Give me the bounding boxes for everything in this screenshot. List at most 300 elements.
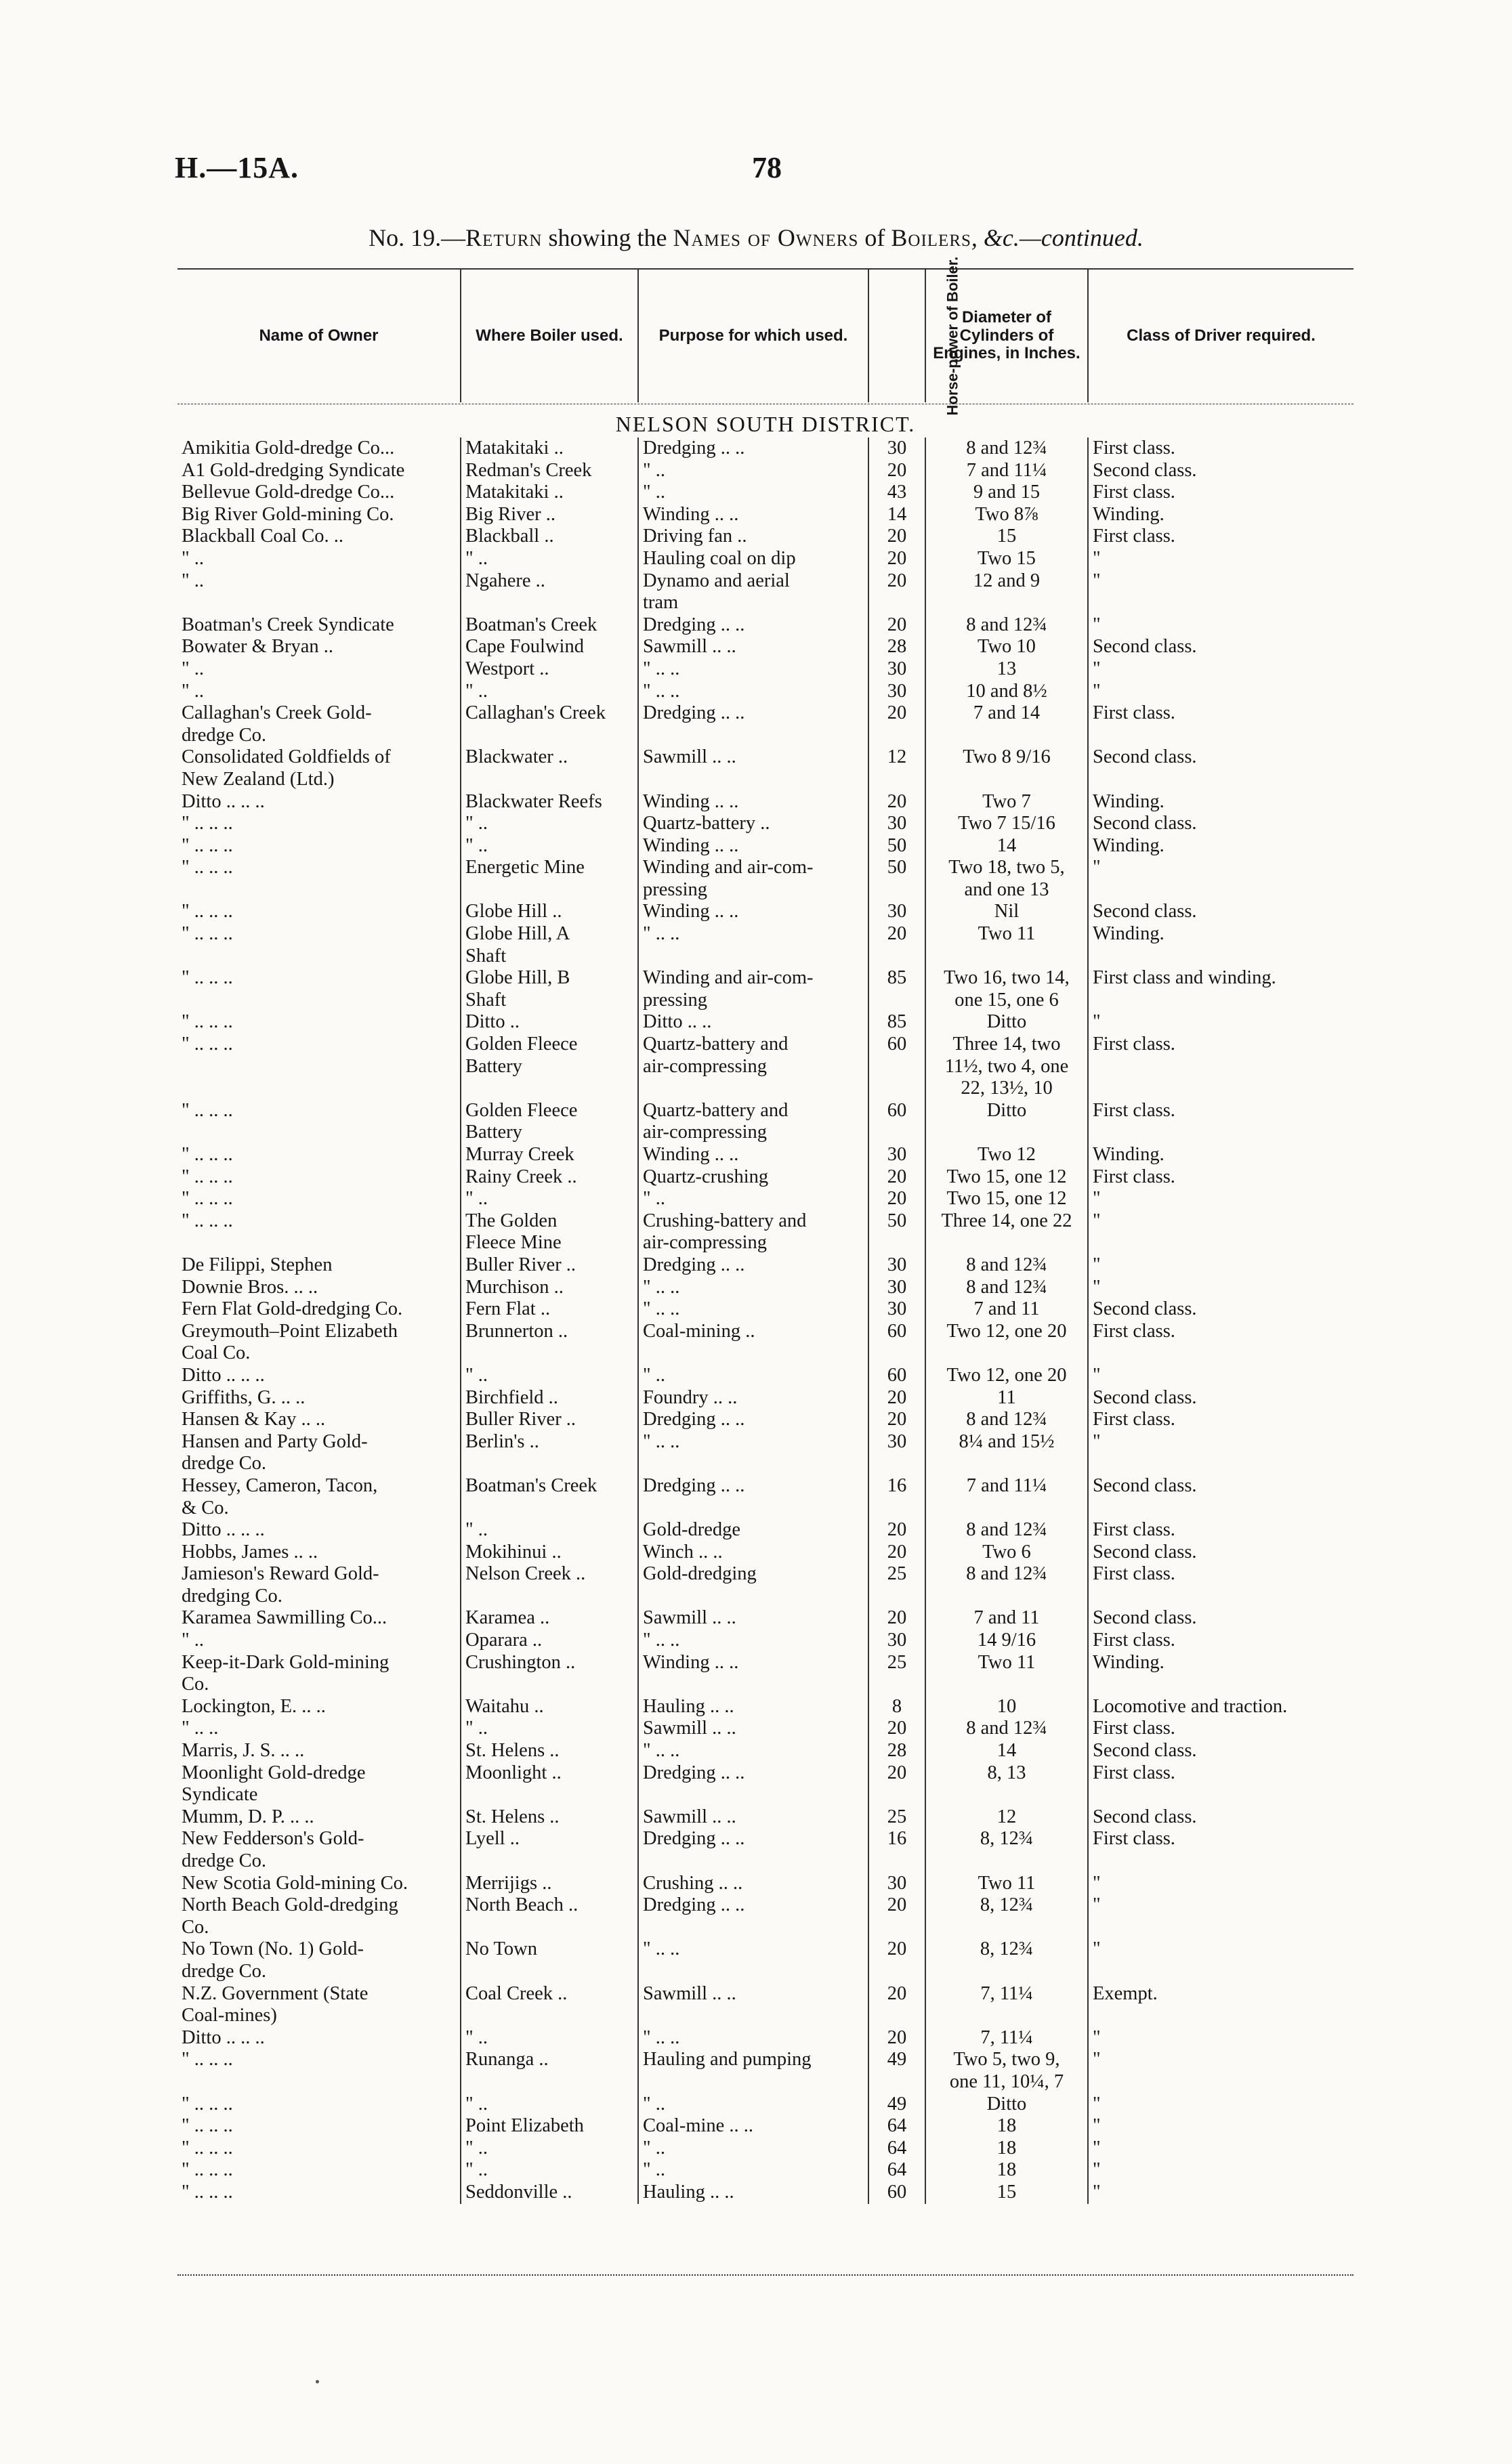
driver-class-cell: Second class. [1088, 460, 1353, 482]
table-row [177, 1409, 1353, 1431]
purpose-cell: " .. .. [638, 2027, 868, 2049]
horse-power-cell: 50 [868, 1210, 925, 1254]
horse-power-cell: 20 [868, 702, 925, 746]
table-row [177, 658, 1353, 681]
purpose-cell: Winding .. .. [638, 901, 868, 923]
driver-class-cell: First class and winding. [1088, 967, 1353, 1011]
diameter-cell: 18 [925, 2159, 1088, 2182]
table-row [177, 1144, 1353, 1166]
page-number: 78 [752, 151, 782, 184]
horse-power-cell: 20 [868, 1607, 925, 1630]
table-row [177, 1210, 1353, 1254]
where-cell: Murray Creek [461, 1144, 638, 1166]
owner-cell: Consolidated Goldfields of New Zealand (Ltd.) [182, 746, 391, 790]
horse-power-cell: 30 [868, 1254, 925, 1277]
owner-cell: A1 Gold-dredging Syndicate [182, 459, 405, 481]
page-speck [316, 2380, 319, 2383]
title-boilers: Boilers [891, 224, 971, 251]
horse-power-cell: 30 [868, 901, 925, 923]
where-cell: Berlin's .. [461, 1431, 638, 1475]
where-cell: Coal Creek .. [461, 1983, 638, 2027]
purpose-cell: Dredging .. .. [638, 1762, 868, 1806]
diameter-cell: 8¼ and 15½ [925, 1431, 1088, 1475]
where-cell: Crushington .. [461, 1652, 638, 1696]
horse-power-cell: 20 [868, 570, 925, 614]
owner-cell: " .. .. .. [182, 2181, 233, 2203]
where-cell: Blackwater Reefs [461, 791, 638, 813]
purpose-cell: Ditto .. .. [638, 1011, 868, 1034]
table-row [177, 1542, 1353, 1564]
owner-cell: Marris, J. S. .. .. [182, 1740, 305, 1762]
owner-cell: Hansen and Party Gold- dredge Co. [182, 1430, 368, 1474]
horse-power-cell: 12 [868, 746, 925, 790]
purpose-cell: Gold-dredge [638, 1519, 868, 1542]
diameter-cell: Two 8 9/16 [925, 746, 1088, 790]
table-row [177, 746, 1353, 790]
where-cell: Matakitaki .. [461, 482, 638, 504]
horse-power-cell: 60 [868, 2182, 925, 2204]
where-cell: Runanga .. [461, 2049, 638, 2093]
owner-cell: " .. .. .. [182, 967, 233, 989]
purpose-cell: " .. .. [638, 923, 868, 967]
table-row [177, 1365, 1353, 1387]
owner-cell: Greymouth–Point Elizabeth Coal Co. [182, 1320, 398, 1364]
driver-class-cell: " [1088, 2027, 1353, 2049]
horse-power-cell: 28 [868, 636, 925, 658]
col-header-where: Where Boiler used. [461, 270, 638, 402]
where-cell: St. Helens .. [461, 1806, 638, 1829]
table-row [177, 1166, 1353, 1189]
driver-class-cell: Exempt. [1088, 1983, 1353, 2027]
where-cell: Blackball .. [461, 526, 638, 548]
diameter-cell: 7, 11¼ [925, 2027, 1088, 2049]
where-cell: Ngahere .. [461, 570, 638, 614]
owner-cell: Griffiths, G. .. .. [182, 1386, 306, 1408]
owner-cell: Bellevue Gold-dredge Co... [182, 482, 395, 503]
owner-cell: N.Z. Government (State Coal-mines) [182, 1982, 369, 2026]
diameter-cell: 10 and 8½ [925, 681, 1088, 703]
owner-cell: New Scotia Gold-mining Co. [182, 1872, 408, 1894]
horse-power-cell: 20 [868, 1983, 925, 2027]
purpose-cell: " .. .. [638, 1938, 868, 1982]
diameter-cell: 12 [925, 1806, 1088, 1829]
where-cell: Point Elizabeth [461, 2115, 638, 2138]
where-cell: Boatman's Creek [461, 614, 638, 637]
driver-class-cell: " [1088, 1277, 1353, 1299]
where-cell: " .. [461, 1718, 638, 1740]
table-row [177, 614, 1353, 637]
driver-class-cell: " [1088, 857, 1353, 901]
driver-class-cell: " [1088, 2138, 1353, 2160]
horse-power-cell: 49 [868, 2049, 925, 2093]
table-row [177, 482, 1353, 504]
table-row [177, 504, 1353, 526]
diameter-cell: Ditto [925, 1100, 1088, 1144]
owner-cell: " .. .. .. [182, 2049, 233, 2070]
table-row [177, 1519, 1353, 1542]
where-cell: No Town [461, 1938, 638, 1982]
horse-power-cell: 25 [868, 1652, 925, 1696]
horse-power-cell: 64 [868, 2138, 925, 2160]
table-row [177, 1011, 1353, 1034]
where-cell: " .. [461, 2094, 638, 2116]
purpose-cell: " .. [638, 460, 868, 482]
owner-cell: " .. .. .. [182, 1210, 233, 1231]
diameter-cell: 15 [925, 526, 1088, 548]
diameter-cell: Two 12, one 20 [925, 1321, 1088, 1365]
purpose-cell: Dredging .. .. [638, 702, 868, 746]
table-row [177, 1387, 1353, 1409]
driver-class-cell: " [1088, 1873, 1353, 1895]
table-row [177, 1894, 1353, 1938]
diameter-cell: Ditto [925, 1011, 1088, 1034]
driver-class-cell: Second class. [1088, 1542, 1353, 1564]
purpose-cell: " .. .. [638, 658, 868, 681]
where-cell: Energetic Mine [461, 857, 638, 901]
horse-power-cell: 30 [868, 1873, 925, 1895]
where-cell: Golden Fleece Battery [461, 1034, 638, 1100]
where-cell: Buller River .. [461, 1409, 638, 1431]
where-cell: " .. [461, 1188, 638, 1210]
table-row [177, 1630, 1353, 1652]
horse-power-cell: 30 [868, 1144, 925, 1166]
owner-cell: " .. [182, 1630, 205, 1651]
owner-cell: Ditto .. .. .. [182, 1519, 265, 1541]
owner-cell: Hessey, Cameron, Tacon, & Co. [182, 1474, 378, 1518]
diameter-cell: 8 and 12¾ [925, 1563, 1088, 1607]
table-row [177, 1806, 1353, 1829]
horse-power-cell: 64 [868, 2115, 925, 2138]
owner-cell: Ditto .. .. .. [182, 2026, 265, 2048]
diameter-cell: Ditto [925, 2094, 1088, 2116]
purpose-cell: Dynamo and aerial tram [638, 570, 868, 614]
diameter-cell: 8, 12¾ [925, 1938, 1088, 1982]
owner-cell: Amikitia Gold-dredge Co... [182, 438, 395, 459]
owner-cell: No Town (No. 1) Gold- dredge Co. [182, 1938, 364, 1982]
horse-power-cell: 60 [868, 1321, 925, 1365]
purpose-cell: Quartz-battery and air-compressing [638, 1100, 868, 1144]
table-row [177, 460, 1353, 482]
horse-power-cell: 28 [868, 1740, 925, 1762]
driver-class-cell: Second class. [1088, 636, 1353, 658]
owner-cell: " .. .. .. [182, 923, 233, 945]
where-cell: " .. [461, 2027, 638, 2049]
owner-cell: Bowater & Bryan .. [182, 636, 333, 658]
purpose-cell: Foundry .. .. [638, 1387, 868, 1409]
diameter-cell: 7 and 14 [925, 702, 1088, 746]
diameter-cell: 12 and 9 [925, 570, 1088, 614]
purpose-cell: Dredging .. .. [638, 1475, 868, 1519]
table-row [177, 1188, 1353, 1210]
where-cell: Karamea .. [461, 1607, 638, 1630]
diameter-cell: 14 [925, 1740, 1088, 1762]
horse-power-cell: 20 [868, 923, 925, 967]
horse-power-label: Horse-power of Boiler. [944, 256, 961, 416]
table-row [177, 923, 1353, 967]
diameter-cell: 7 and 11 [925, 1298, 1088, 1321]
owner-cell: New Fedderson's Gold- dredge Co. [182, 1828, 364, 1871]
driver-class-cell: First class. [1088, 1630, 1353, 1652]
purpose-cell: Winding and air-com- pressing [638, 857, 868, 901]
horse-power-cell: 30 [868, 658, 925, 681]
purpose-cell: Coal-mining .. [638, 1321, 868, 1365]
horse-power-cell: 8 [868, 1696, 925, 1718]
table-row [177, 1034, 1353, 1100]
diameter-cell: Two 7 [925, 791, 1088, 813]
driver-class-cell: Second class. [1088, 746, 1353, 790]
owner-cell: " .. [182, 570, 205, 591]
table-row [177, 1321, 1353, 1365]
purpose-cell: Winding .. .. [638, 504, 868, 526]
where-cell: Globe Hill, B Shaft [461, 967, 638, 1011]
horse-power-cell: 25 [868, 1563, 925, 1607]
horse-power-cell: 20 [868, 1519, 925, 1542]
driver-class-cell: " [1088, 1431, 1353, 1475]
table-row [177, 835, 1353, 857]
driver-class-cell: " [1088, 1938, 1353, 1982]
horse-power-cell: 20 [868, 791, 925, 813]
table-row [177, 1718, 1353, 1740]
table-row [177, 1873, 1353, 1895]
owner-cell: " .. .. .. [182, 1144, 233, 1165]
district-row [177, 402, 1353, 438]
where-cell: Lyell .. [461, 1828, 638, 1872]
horse-power-cell: 64 [868, 2159, 925, 2182]
purpose-cell: Quartz-battery .. [638, 813, 868, 835]
diameter-cell: 8 and 12¾ [925, 614, 1088, 637]
owner-cell: " .. .. .. [182, 834, 233, 856]
table-row [177, 901, 1353, 923]
owner-cell: " .. .. .. [182, 1166, 233, 1187]
where-cell: Big River .. [461, 504, 638, 526]
horse-power-cell: 85 [868, 967, 925, 1011]
driver-class-cell: First class. [1088, 1762, 1353, 1806]
owner-cell: Downie Bros. .. .. [182, 1276, 318, 1298]
table-row [177, 636, 1353, 658]
diameter-cell: 14 [925, 835, 1088, 857]
where-cell: Redman's Creek [461, 460, 638, 482]
horse-power-cell: 30 [868, 1630, 925, 1652]
where-cell: " .. [461, 1365, 638, 1387]
horse-power-cell: 30 [868, 681, 925, 703]
horse-power-cell: 85 [868, 1011, 925, 1034]
purpose-cell: Driving fan .. [638, 526, 868, 548]
table-row [177, 681, 1353, 703]
diameter-cell: 8, 13 [925, 1762, 1088, 1806]
horse-power-cell: 20 [868, 1762, 925, 1806]
driver-class-cell: Second class. [1088, 1387, 1353, 1409]
where-cell: " .. [461, 1519, 638, 1542]
col-header-owner: Name of Owner [259, 326, 379, 345]
table-row [177, 1254, 1353, 1277]
driver-class-cell: " [1088, 2094, 1353, 2116]
owner-cell: " .. .. .. [182, 901, 233, 922]
diameter-cell: Two 15 [925, 548, 1088, 570]
horse-power-cell: 50 [868, 835, 925, 857]
owner-cell: Ditto .. .. .. [182, 790, 265, 812]
driver-class-cell: " [1088, 548, 1353, 570]
purpose-cell: " .. .. [638, 1431, 868, 1475]
table-row [177, 1277, 1353, 1299]
horse-power-cell: 30 [868, 1298, 925, 1321]
owner-cell: Fern Flat Gold-dredging Co. [182, 1298, 403, 1320]
driver-class-cell: Second class. [1088, 813, 1353, 835]
owner-cell: Jamieson's Reward Gold- dredging Co. [182, 1563, 379, 1607]
driver-class-cell: " [1088, 1210, 1353, 1254]
horse-power-cell: 20 [868, 1938, 925, 1982]
where-cell: Murchison .. [461, 1277, 638, 1299]
horse-power-cell: 30 [868, 813, 925, 835]
diameter-cell: Two 15, one 12 [925, 1166, 1088, 1189]
diameter-cell: Two 15, one 12 [925, 1188, 1088, 1210]
purpose-cell: Winding .. .. [638, 1144, 868, 1166]
diameter-cell: 18 [925, 2138, 1088, 2160]
purpose-cell: Hauling .. .. [638, 2182, 868, 2204]
diameter-cell: 8 and 12¾ [925, 1409, 1088, 1431]
diameter-cell: 7 and 11¼ [925, 1475, 1088, 1519]
table-row [177, 548, 1353, 570]
diameter-cell: 11 [925, 1387, 1088, 1409]
purpose-cell: Sawmill .. .. [638, 636, 868, 658]
table-row [177, 2094, 1353, 2116]
driver-class-cell: First class. [1088, 702, 1353, 746]
table-row [177, 1740, 1353, 1762]
driver-class-cell: First class. [1088, 1034, 1353, 1100]
driver-class-cell: First class. [1088, 438, 1353, 460]
horse-power-cell: 49 [868, 2094, 925, 2116]
purpose-cell: " .. [638, 2094, 868, 2116]
horse-power-cell: 20 [868, 1166, 925, 1189]
where-cell: Westport .. [461, 658, 638, 681]
purpose-cell: Dredging .. .. [638, 438, 868, 460]
table-row [177, 2182, 1353, 2204]
diameter-cell: 8, 12¾ [925, 1828, 1088, 1872]
table-header-row [177, 270, 1353, 402]
diameter-cell: Two 11 [925, 1873, 1088, 1895]
driver-class-cell: First class. [1088, 1166, 1353, 1189]
owner-cell: Boatman's Creek Syndicate [182, 614, 394, 635]
driver-class-cell: First class. [1088, 1321, 1353, 1365]
diameter-cell: 8, 12¾ [925, 1894, 1088, 1938]
diameter-cell: 8 and 12¾ [925, 1254, 1088, 1277]
driver-class-cell: First class. [1088, 1718, 1353, 1740]
driver-class-cell: First class. [1088, 1409, 1353, 1431]
boiler-returns-table [177, 256, 1353, 2204]
owner-cell: " .. .. .. [182, 1034, 233, 1055]
owner-cell: Big River Gold-mining Co. [182, 503, 394, 525]
horse-power-cell: 20 [868, 2027, 925, 2049]
owner-cell: Lockington, E. .. .. [182, 1695, 326, 1717]
col-header-diameter: Diameter of Cylinders of Engines, in Inches. [925, 270, 1088, 402]
where-cell: Callaghan's Creek [461, 702, 638, 746]
purpose-cell: Winding .. .. [638, 1652, 868, 1696]
horse-power-cell: 25 [868, 1806, 925, 1829]
driver-class-cell: Winding. [1088, 923, 1353, 967]
where-cell: Birchfield .. [461, 1387, 638, 1409]
where-cell: Matakitaki .. [461, 438, 638, 460]
where-cell: Oparara .. [461, 1630, 638, 1652]
owner-cell: Ditto .. .. .. [182, 1364, 265, 1386]
owner-cell: Hansen & Kay .. .. [182, 1409, 326, 1430]
driver-class-cell: " [1088, 2049, 1353, 2093]
purpose-cell: " .. .. [638, 1630, 868, 1652]
bottom-rule [177, 2274, 1353, 2276]
table-row [177, 967, 1353, 1011]
where-cell: Ditto .. [461, 1011, 638, 1034]
purpose-cell: Sawmill .. .. [638, 1718, 868, 1740]
diameter-cell: 7, 11¼ [925, 1983, 1088, 2027]
owner-cell: " .. .. .. [182, 2115, 233, 2137]
horse-power-cell: 20 [868, 1894, 925, 1938]
diameter-cell: Two 7 15/16 [925, 813, 1088, 835]
purpose-cell: Winch .. .. [638, 1542, 868, 1564]
purpose-cell: Coal-mine .. .. [638, 2115, 868, 2138]
col-header-driver: Class of Driver required. [1088, 270, 1353, 402]
where-cell: Blackwater .. [461, 746, 638, 790]
where-cell: " .. [461, 2138, 638, 2160]
diameter-cell: 18 [925, 2115, 1088, 2138]
owner-cell: " .. .. [182, 1718, 219, 1739]
driver-class-cell: First class. [1088, 1100, 1353, 1144]
driver-class-cell: " [1088, 1254, 1353, 1277]
table-row [177, 1696, 1353, 1718]
diameter-cell: Two 12 [925, 1144, 1088, 1166]
horse-power-cell: 43 [868, 482, 925, 504]
title-prefix: No. 19.— [369, 224, 466, 251]
driver-class-cell: Second class. [1088, 1475, 1353, 1519]
driver-class-cell: " [1088, 2159, 1353, 2182]
driver-class-cell: Second class. [1088, 1740, 1353, 1762]
table-row [177, 1762, 1353, 1806]
table-row [177, 702, 1353, 746]
purpose-cell: Sawmill .. .. [638, 746, 868, 790]
purpose-cell: Dredging .. .. [638, 1828, 868, 1872]
owner-cell: Callaghan's Creek Gold- dredge Co. [182, 702, 372, 746]
driver-class-cell: First class. [1088, 1519, 1353, 1542]
driver-class-cell: " [1088, 681, 1353, 703]
purpose-cell: Dredging .. .. [638, 1894, 868, 1938]
table-row [177, 1828, 1353, 1872]
purpose-cell: Dredging .. .. [638, 1254, 868, 1277]
title-return: Return [465, 224, 543, 251]
purpose-cell: Dredging .. .. [638, 614, 868, 637]
diameter-cell: 8 and 12¾ [925, 1718, 1088, 1740]
where-cell: Globe Hill, A Shaft [461, 923, 638, 967]
owner-cell: North Beach Gold-dredging Co. [182, 1894, 398, 1938]
horse-power-cell: 20 [868, 614, 925, 637]
horse-power-cell: 60 [868, 1100, 925, 1144]
where-cell: Waitahu .. [461, 1696, 638, 1718]
purpose-cell: Quartz-crushing [638, 1166, 868, 1189]
owner-cell: " .. [182, 658, 205, 679]
horse-power-cell: 30 [868, 438, 925, 460]
table-row [177, 1983, 1353, 2027]
driver-class-cell: Winding. [1088, 504, 1353, 526]
diameter-cell: Two 8⅞ [925, 504, 1088, 526]
horse-power-cell: 20 [868, 1387, 925, 1409]
driver-class-cell: " [1088, 658, 1353, 681]
purpose-cell: " .. .. [638, 1740, 868, 1762]
where-cell: North Beach .. [461, 1894, 638, 1938]
owner-cell: De Filippi, Stephen [182, 1254, 333, 1275]
where-cell: " .. [461, 813, 638, 835]
owner-cell: " .. [182, 547, 205, 569]
where-cell: " .. [461, 2159, 638, 2182]
horse-power-cell: 20 [868, 460, 925, 482]
where-cell: The Golden Fleece Mine [461, 1210, 638, 1254]
where-cell: Brunnerton .. [461, 1321, 638, 1365]
diameter-cell: 15 [925, 2182, 1088, 2204]
